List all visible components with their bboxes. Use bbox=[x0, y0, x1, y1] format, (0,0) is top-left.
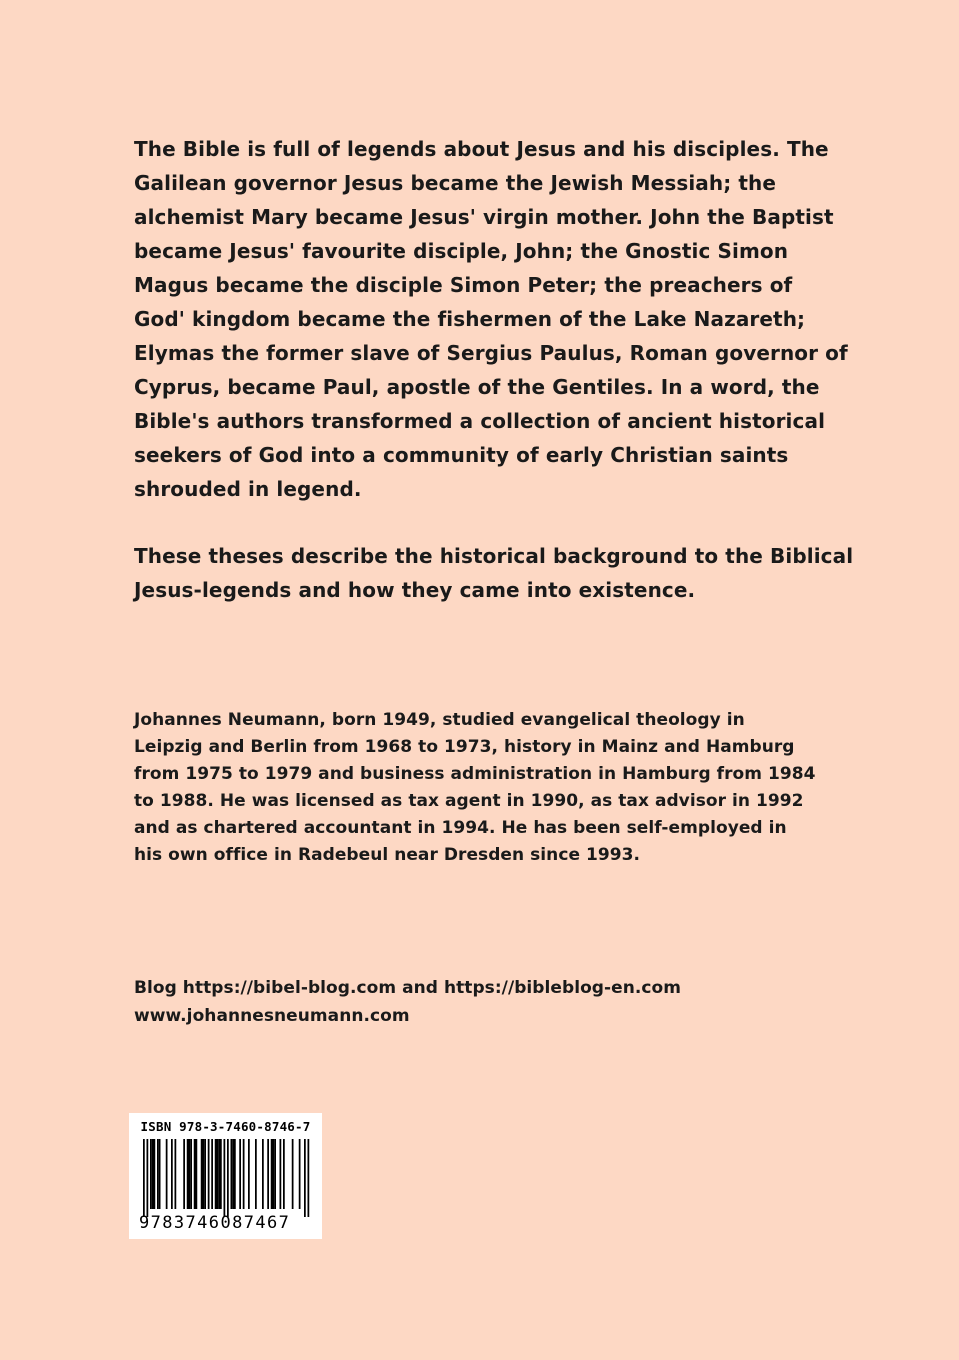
barcode-bar bbox=[218, 1139, 220, 1209]
barcode-bar bbox=[152, 1139, 154, 1209]
barcode-bar bbox=[187, 1139, 189, 1209]
barcode-bar bbox=[239, 1139, 241, 1209]
barcode-bar bbox=[196, 1139, 198, 1209]
blurb-line: seekers of God into a community of early Christian saints bbox=[134, 443, 789, 467]
barcode-bar bbox=[211, 1139, 213, 1209]
barcode-bar bbox=[154, 1139, 156, 1209]
barcode-bar bbox=[273, 1139, 275, 1209]
barcode-bar bbox=[283, 1139, 285, 1209]
barcode-bar bbox=[166, 1139, 168, 1209]
blurb-line: Elymas the former slave of Sergius Paulus, Roman governor of bbox=[134, 341, 848, 365]
isbn-barcode bbox=[129, 1113, 322, 1239]
blog-links: Blog https://bibel-blog.com and https://bibleblog-en.com bbox=[134, 978, 681, 998]
barcode-guard-bar bbox=[308, 1139, 310, 1217]
barcode-bar bbox=[208, 1139, 210, 1209]
barcode-bar bbox=[204, 1139, 206, 1209]
blurb-line: alchemist Mary became Jesus' virgin mother. John the Baptist bbox=[134, 205, 834, 229]
barcode-bar bbox=[280, 1139, 282, 1209]
barcode-bar bbox=[262, 1139, 264, 1209]
barcode-bar bbox=[234, 1139, 236, 1209]
barcode-bar bbox=[248, 1139, 250, 1209]
barcode-bar bbox=[217, 1139, 219, 1209]
barcode-bar bbox=[157, 1139, 159, 1209]
author-bio-line: to 1988. He was licensed as tax agent in 1990, as tax advisor in 1992 bbox=[134, 791, 804, 811]
barcode-bar bbox=[171, 1139, 173, 1209]
blurb-line: Cyprus, became Paul, apostle of the Gentiles. In a word, the bbox=[134, 375, 820, 399]
isbn-label: ISBN 978-3-7460-8746-7 bbox=[140, 1119, 311, 1134]
barcode-bar bbox=[203, 1139, 205, 1209]
barcode-bar bbox=[267, 1139, 269, 1209]
barcode-bar bbox=[194, 1139, 196, 1209]
barcode-bar bbox=[175, 1139, 177, 1209]
barcode-bar bbox=[215, 1139, 217, 1209]
barcode-guard-bar bbox=[224, 1139, 226, 1217]
blurb-line: God' kingdom became the fishermen of the Lake Nazareth; bbox=[134, 307, 806, 331]
barcode-bar bbox=[189, 1139, 191, 1209]
blurb-line: Jesus-legends and how they came into existence. bbox=[134, 578, 696, 602]
barcode-bar bbox=[190, 1139, 192, 1209]
author-bio-line: from 1975 to 1979 and business administration in Hamburg from 1984 bbox=[134, 764, 816, 784]
blurb-line: Magus became the disciple Simon Peter; the preachers of bbox=[134, 273, 793, 297]
barcode-bar bbox=[232, 1139, 234, 1209]
barcode-bar bbox=[271, 1139, 273, 1209]
barcode-guard-bar bbox=[143, 1139, 145, 1217]
blurb-line: Bible's authors transformed a collection of ancient historical bbox=[134, 409, 826, 433]
barcode-bar bbox=[183, 1139, 185, 1209]
barcode-bar bbox=[255, 1139, 257, 1209]
barcode-bar bbox=[274, 1139, 276, 1209]
barcode-bar bbox=[231, 1139, 233, 1209]
website-link: www.johannesneumann.com bbox=[134, 1006, 410, 1026]
ean-digits: 9783746087467 bbox=[139, 1213, 291, 1233]
blurb-line: Galilean governor Jesus became the Jewish Messiah; the bbox=[134, 171, 777, 195]
barcode-bar bbox=[220, 1139, 222, 1209]
author-bio-line: his own office in Radebeul near Dresden since 1993. bbox=[134, 845, 641, 865]
barcode-bar bbox=[243, 1139, 245, 1209]
barcode-guard-bar bbox=[304, 1139, 306, 1217]
barcode-guard-bar bbox=[227, 1139, 229, 1217]
author-bio-line: and as chartered accountant in 1994. He has been self-employed in bbox=[134, 818, 787, 838]
blurb-line: became Jesus' favourite disciple, John; the Gnostic Simon bbox=[134, 239, 789, 263]
author-bio-line: Johannes Neumann, born 1949, studied evangelical theology in bbox=[134, 710, 745, 730]
blurb-line: These theses describe the historical background to the Biblical bbox=[134, 544, 854, 568]
author-bio-line: Leipzig and Berlin from 1968 to 1973, history in Mainz and Hamburg bbox=[134, 737, 795, 757]
barcode-bar bbox=[159, 1139, 161, 1209]
barcode-bar bbox=[201, 1139, 203, 1209]
blurb-line: The Bible is full of legends about Jesus and his disciples. The bbox=[134, 137, 829, 161]
blurb-line: shrouded in legend. bbox=[134, 477, 362, 501]
barcode-bar bbox=[292, 1139, 294, 1209]
barcode-guard-bar bbox=[147, 1139, 149, 1217]
barcode-bar bbox=[150, 1139, 152, 1209]
barcode-bar bbox=[299, 1139, 301, 1209]
